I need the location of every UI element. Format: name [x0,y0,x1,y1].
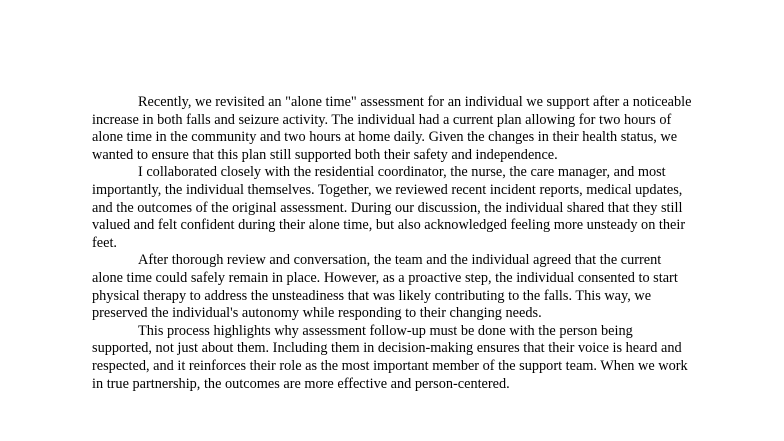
paragraph-3: After thorough review and conversation, the team and the individual agreed that the current alone time could safely remain in place. However, as a proactive step, the individual consented to start physical therapy to address the unsteadiness that was likely contributing to the falls. This way, we preserved the individual's autonomy while responding to their changing needs. [92,252,678,322]
paragraph-4: This process highlights why assessment follow-up must be done with the person being supported, not just about them. Including them in decision-making ensures that their voice is heard and respected, and it reinforces their role as the most important member of the support team. When we work in true partnership, the outcomes are more effective and person-centered. [92,322,688,392]
paragraph-1: Recently, we revisited an "alone time" assessment for an individual we support after a noticeable increase in both falls and seizure activity. The individual had a current plan allowing for two hours of alone time in the community and two hours at home daily. Given the changes in their health status, we wanted to ensure that this plan still supported both their safety and independence. [92,94,692,163]
document-body [92,94,692,393]
paragraph-2: I collaborated closely with the residential coordinator, the nurse, the care manager, and most importantly, the individual themselves. Together, we reviewed recent incident reports, medical updates, and the outcomes of the original assessment. During our discussion, the individual shared that they still valued and felt confident during their alone time, but also acknowledged feeling more unsteady on their feet. [92,164,686,251]
